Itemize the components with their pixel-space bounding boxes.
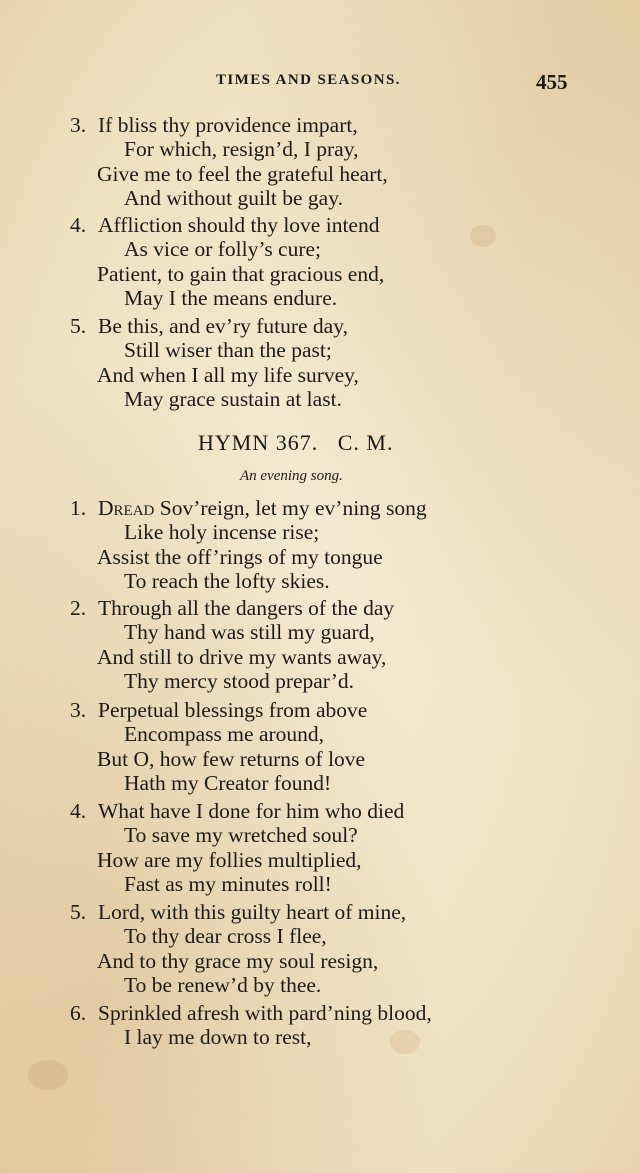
verse-text: If bliss thy providence impart, [98, 113, 358, 137]
stanza-5 [70, 900, 510, 997]
stanza-number: 6. [70, 1001, 87, 1025]
verse-line: Patient, to gain that gracious end, [97, 261, 385, 286]
verse-text: Through all the dangers of the day [98, 596, 395, 620]
hymn-subtitle: An evening song. [240, 468, 343, 484]
verse-line: Still wiser than the past; [124, 338, 332, 363]
verse-line: And without guilt be gay. [124, 185, 343, 210]
stanza-1 [70, 496, 510, 593]
verse-line [70, 213, 510, 237]
stanza-number: 3. [70, 113, 87, 137]
verse-line: Encompass me around, [124, 722, 325, 747]
paper-stain [28, 1060, 68, 1090]
hymn-title [198, 430, 393, 456]
hymn-title-text: HYMN 367. C. M. [198, 430, 394, 455]
verse-text: Affliction should thy love intend [98, 213, 380, 237]
stanza-number: 3. [70, 698, 87, 722]
verse-text: Sprinkled afresh with pard’ning blood, [98, 1001, 432, 1025]
verse-text: What have I done for him who died [98, 799, 405, 823]
verse-text: Perpetual blessings from above [98, 698, 368, 722]
stanza-number: 2. [70, 596, 87, 620]
verse-line: Hath my Creator found! [124, 770, 332, 795]
stanza-2 [70, 596, 510, 693]
verse-line: To thy dear cross I flee, [124, 924, 327, 949]
stanza-3 [70, 698, 510, 795]
verse-text: Be this, and ev’ry future day, [98, 314, 348, 338]
stanza-number: 5. [70, 314, 87, 338]
verse-line: To reach the lofty skies. [124, 568, 330, 593]
verse-line: For which, resign’d, I pray, [124, 137, 359, 162]
verse-line [70, 1001, 510, 1025]
verse-line: Like holy incense rise; [124, 520, 320, 545]
verse-text: Sov’reign, let my ev’ning song [159, 496, 427, 520]
verse-line: To save my wretched soul? [124, 823, 358, 848]
first-word: Dread [98, 496, 155, 520]
stanza-4 [70, 799, 510, 896]
verse-line [70, 698, 510, 722]
verse-line: As vice or folly’s cure; [124, 237, 322, 262]
page-number: 455 [536, 70, 568, 94]
verse-text: Lord, with this guilty heart of mine, [98, 900, 407, 924]
verse-line [70, 900, 510, 924]
stanza-number: 5. [70, 900, 87, 924]
verse-line: And to thy grace my soul resign, [97, 948, 379, 973]
running-head: TIMES AND SEASONS. [216, 72, 401, 88]
stanza-prev-3 [70, 113, 510, 210]
verse-line: And still to drive my wants away, [97, 644, 387, 669]
stanza-prev-4 [70, 213, 510, 310]
verse-line: To be renew’d by thee. [124, 972, 322, 997]
verse-line: And when I all my life survey, [97, 362, 359, 387]
verse-line [70, 113, 510, 137]
verse-line: How are my follies multiplied, [97, 847, 362, 872]
verse-line [70, 596, 510, 620]
verse-line: Fast as my minutes roll! [124, 871, 332, 896]
verse-line: Assist the off’rings of my tongue [97, 544, 383, 569]
verse-line: May grace sustain at last. [124, 386, 342, 411]
verse-line: Thy hand was still my guard, [124, 620, 375, 645]
stanza-number: 1. [70, 496, 87, 520]
stanza-number: 4. [70, 799, 87, 823]
verse-line [70, 314, 510, 338]
verse-line: Thy mercy stood prepar’d. [124, 668, 355, 693]
verse-line: But O, how few returns of love [97, 746, 366, 771]
stanza-number: 4. [70, 213, 87, 237]
verse-line: May I the means endure. [124, 285, 338, 310]
stanza-prev-5 [70, 314, 510, 411]
stanza-6 [70, 1001, 510, 1050]
verse-line: Give me to feel the grateful heart, [97, 161, 388, 186]
verse-line [70, 799, 510, 823]
verse-line: I lay me down to rest, [124, 1025, 312, 1050]
verse-line [70, 496, 510, 520]
